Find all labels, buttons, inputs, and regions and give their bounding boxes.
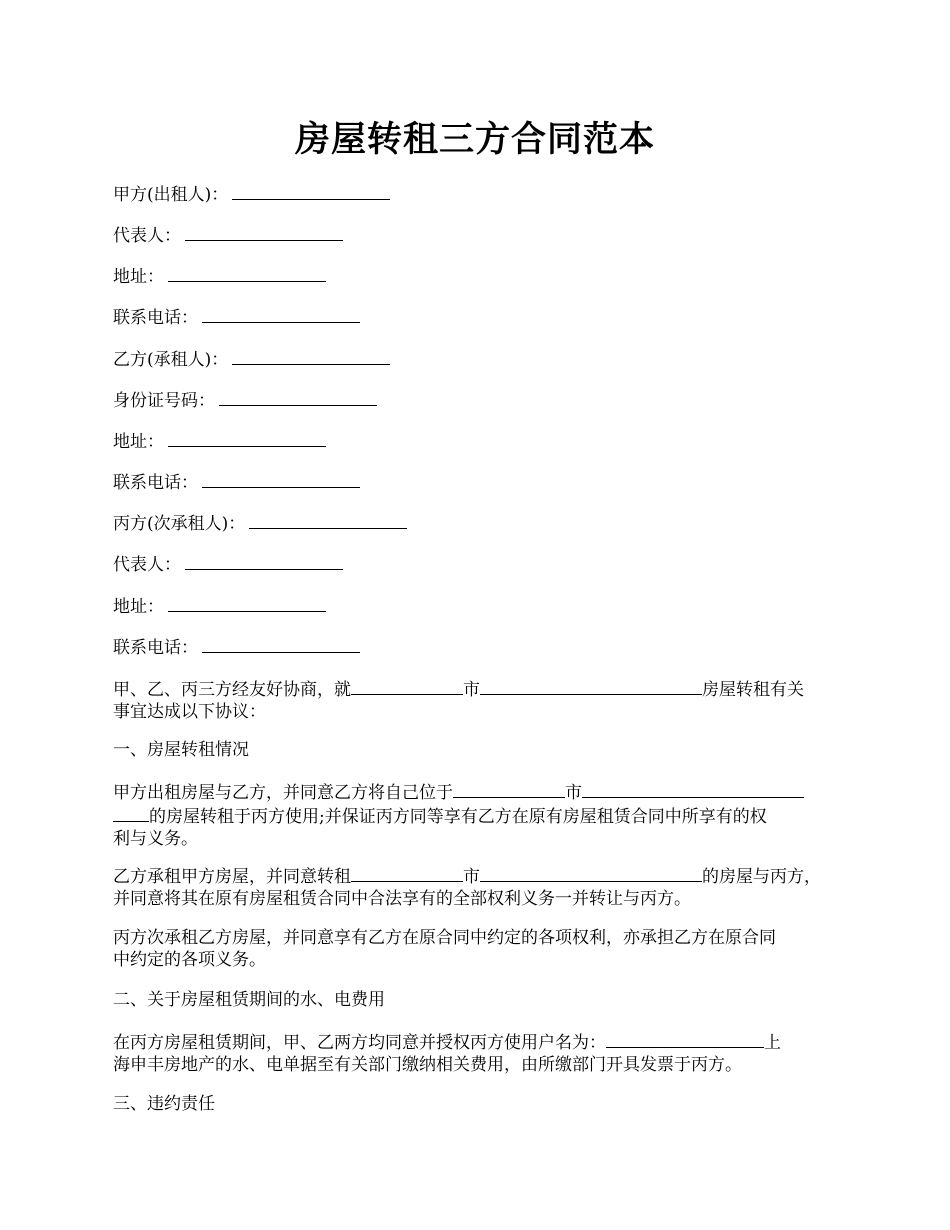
field-label: 丙方(次承租人)：: [113, 514, 246, 534]
field-label: 联系电话：: [113, 308, 198, 328]
party-c-representative-field: [113, 552, 343, 576]
field-label: 地址：: [113, 267, 164, 287]
fill-in-blank[interactable]: [232, 347, 390, 365]
field-label: 代表人：: [113, 555, 181, 575]
fill-in-blank[interactable]: [219, 388, 377, 406]
party-a-address-field: [113, 264, 326, 288]
paragraph-text: 市: [565, 783, 582, 803]
fill-in-blank[interactable]: [168, 264, 326, 282]
paragraph-text: 利与义务。: [113, 829, 198, 849]
fill-in-blank[interactable]: [232, 182, 390, 200]
paragraph-text: 丙方次承租乙方房屋，并同意享有乙方在原合同中约定的各项权利，亦承担乙方在原合同: [113, 928, 776, 948]
section-1-paragraph-2: [113, 864, 858, 910]
address-blank[interactable]: [480, 677, 702, 695]
party-a-phone-field: [113, 305, 360, 329]
party-b-id-number-field: [113, 388, 377, 412]
party-b-address-field: [113, 429, 326, 453]
city-blank[interactable]: [351, 677, 463, 695]
party-c-address-field: [113, 594, 326, 618]
paragraph-text: 并同意将其在原有房屋租赁合同中合法享有的全部权利义务一并转让与丙方。: [113, 889, 691, 909]
section-1-paragraph-3: [113, 927, 858, 971]
paragraph-text: 的房屋转租于丙方使用;并保证丙方同等享有乙方在原有房屋租赁合同中所享有的权: [149, 807, 767, 827]
section-2-paragraph-1: [113, 1030, 858, 1076]
party-b-phone-field: [113, 470, 360, 494]
paragraph-text: 甲方出租房屋与乙方，并同意乙方将自己位于: [113, 783, 453, 803]
intro-paragraph: [113, 677, 858, 723]
paragraph-text: 乙方承租甲方房屋，并同意转租: [113, 867, 351, 887]
field-label: 联系电话：: [113, 473, 198, 493]
field-label: 甲方(出租人)：: [113, 185, 229, 205]
field-label: 身份证号码：: [113, 391, 215, 411]
paragraph-text: 上: [764, 1033, 781, 1053]
section-1-heading: 一、房屋转租情况: [113, 740, 249, 760]
intro-text: 房屋转租有关: [702, 680, 804, 700]
section-2-heading: 二、关于房屋租赁期间的水、电费用: [113, 990, 385, 1010]
field-label: 地址：: [113, 432, 164, 452]
paragraph-text: 的房屋与丙方，: [702, 867, 821, 887]
fill-in-blank[interactable]: [168, 429, 326, 447]
fill-in-blank[interactable]: [185, 552, 343, 570]
intro-text: 市: [463, 680, 480, 700]
party-c-sublessee-field: [113, 511, 407, 535]
field-label: 乙方(承租人)：: [113, 350, 229, 370]
fill-in-blank[interactable]: [202, 470, 360, 488]
city-blank[interactable]: [453, 780, 565, 798]
party-a-lessor-field: [113, 182, 390, 206]
address-blank[interactable]: [582, 780, 804, 798]
paragraph-text: 海申丰房地产的水、电单据至有关部门缴纳相关费用，由所缴部门开具发票于丙方。: [113, 1055, 742, 1075]
paragraph-text: 中约定的各项义务。: [113, 950, 266, 970]
document-title: 房屋转租三方合同范本: [294, 119, 655, 160]
party-b-lessee-field: [113, 347, 390, 371]
paragraph-text: 在丙方房屋租赁期间，甲、乙两方均同意并授权丙方使用户名为：: [113, 1033, 606, 1053]
section-1-paragraph-1: [113, 780, 858, 850]
fill-in-blank[interactable]: [249, 511, 407, 529]
address-blank-continued[interactable]: [113, 804, 149, 822]
intro-text: 甲、乙、丙三方经友好协商，就: [113, 680, 351, 700]
party-c-phone-field: [113, 635, 360, 659]
party-a-representative-field: [113, 223, 343, 247]
fill-in-blank[interactable]: [168, 594, 326, 612]
account-name-blank[interactable]: [606, 1030, 764, 1048]
field-label: 联系电话：: [113, 638, 198, 658]
field-label: 地址：: [113, 597, 164, 617]
fill-in-blank[interactable]: [202, 635, 360, 653]
city-blank[interactable]: [351, 864, 463, 882]
fill-in-blank[interactable]: [202, 305, 360, 323]
address-blank[interactable]: [480, 864, 702, 882]
paragraph-text: 市: [463, 867, 480, 887]
field-label: 代表人：: [113, 226, 181, 246]
fill-in-blank[interactable]: [185, 223, 343, 241]
section-3-heading: 三、违约责任: [113, 1094, 215, 1114]
intro-text: 事宜达成以下协议：: [113, 702, 266, 722]
